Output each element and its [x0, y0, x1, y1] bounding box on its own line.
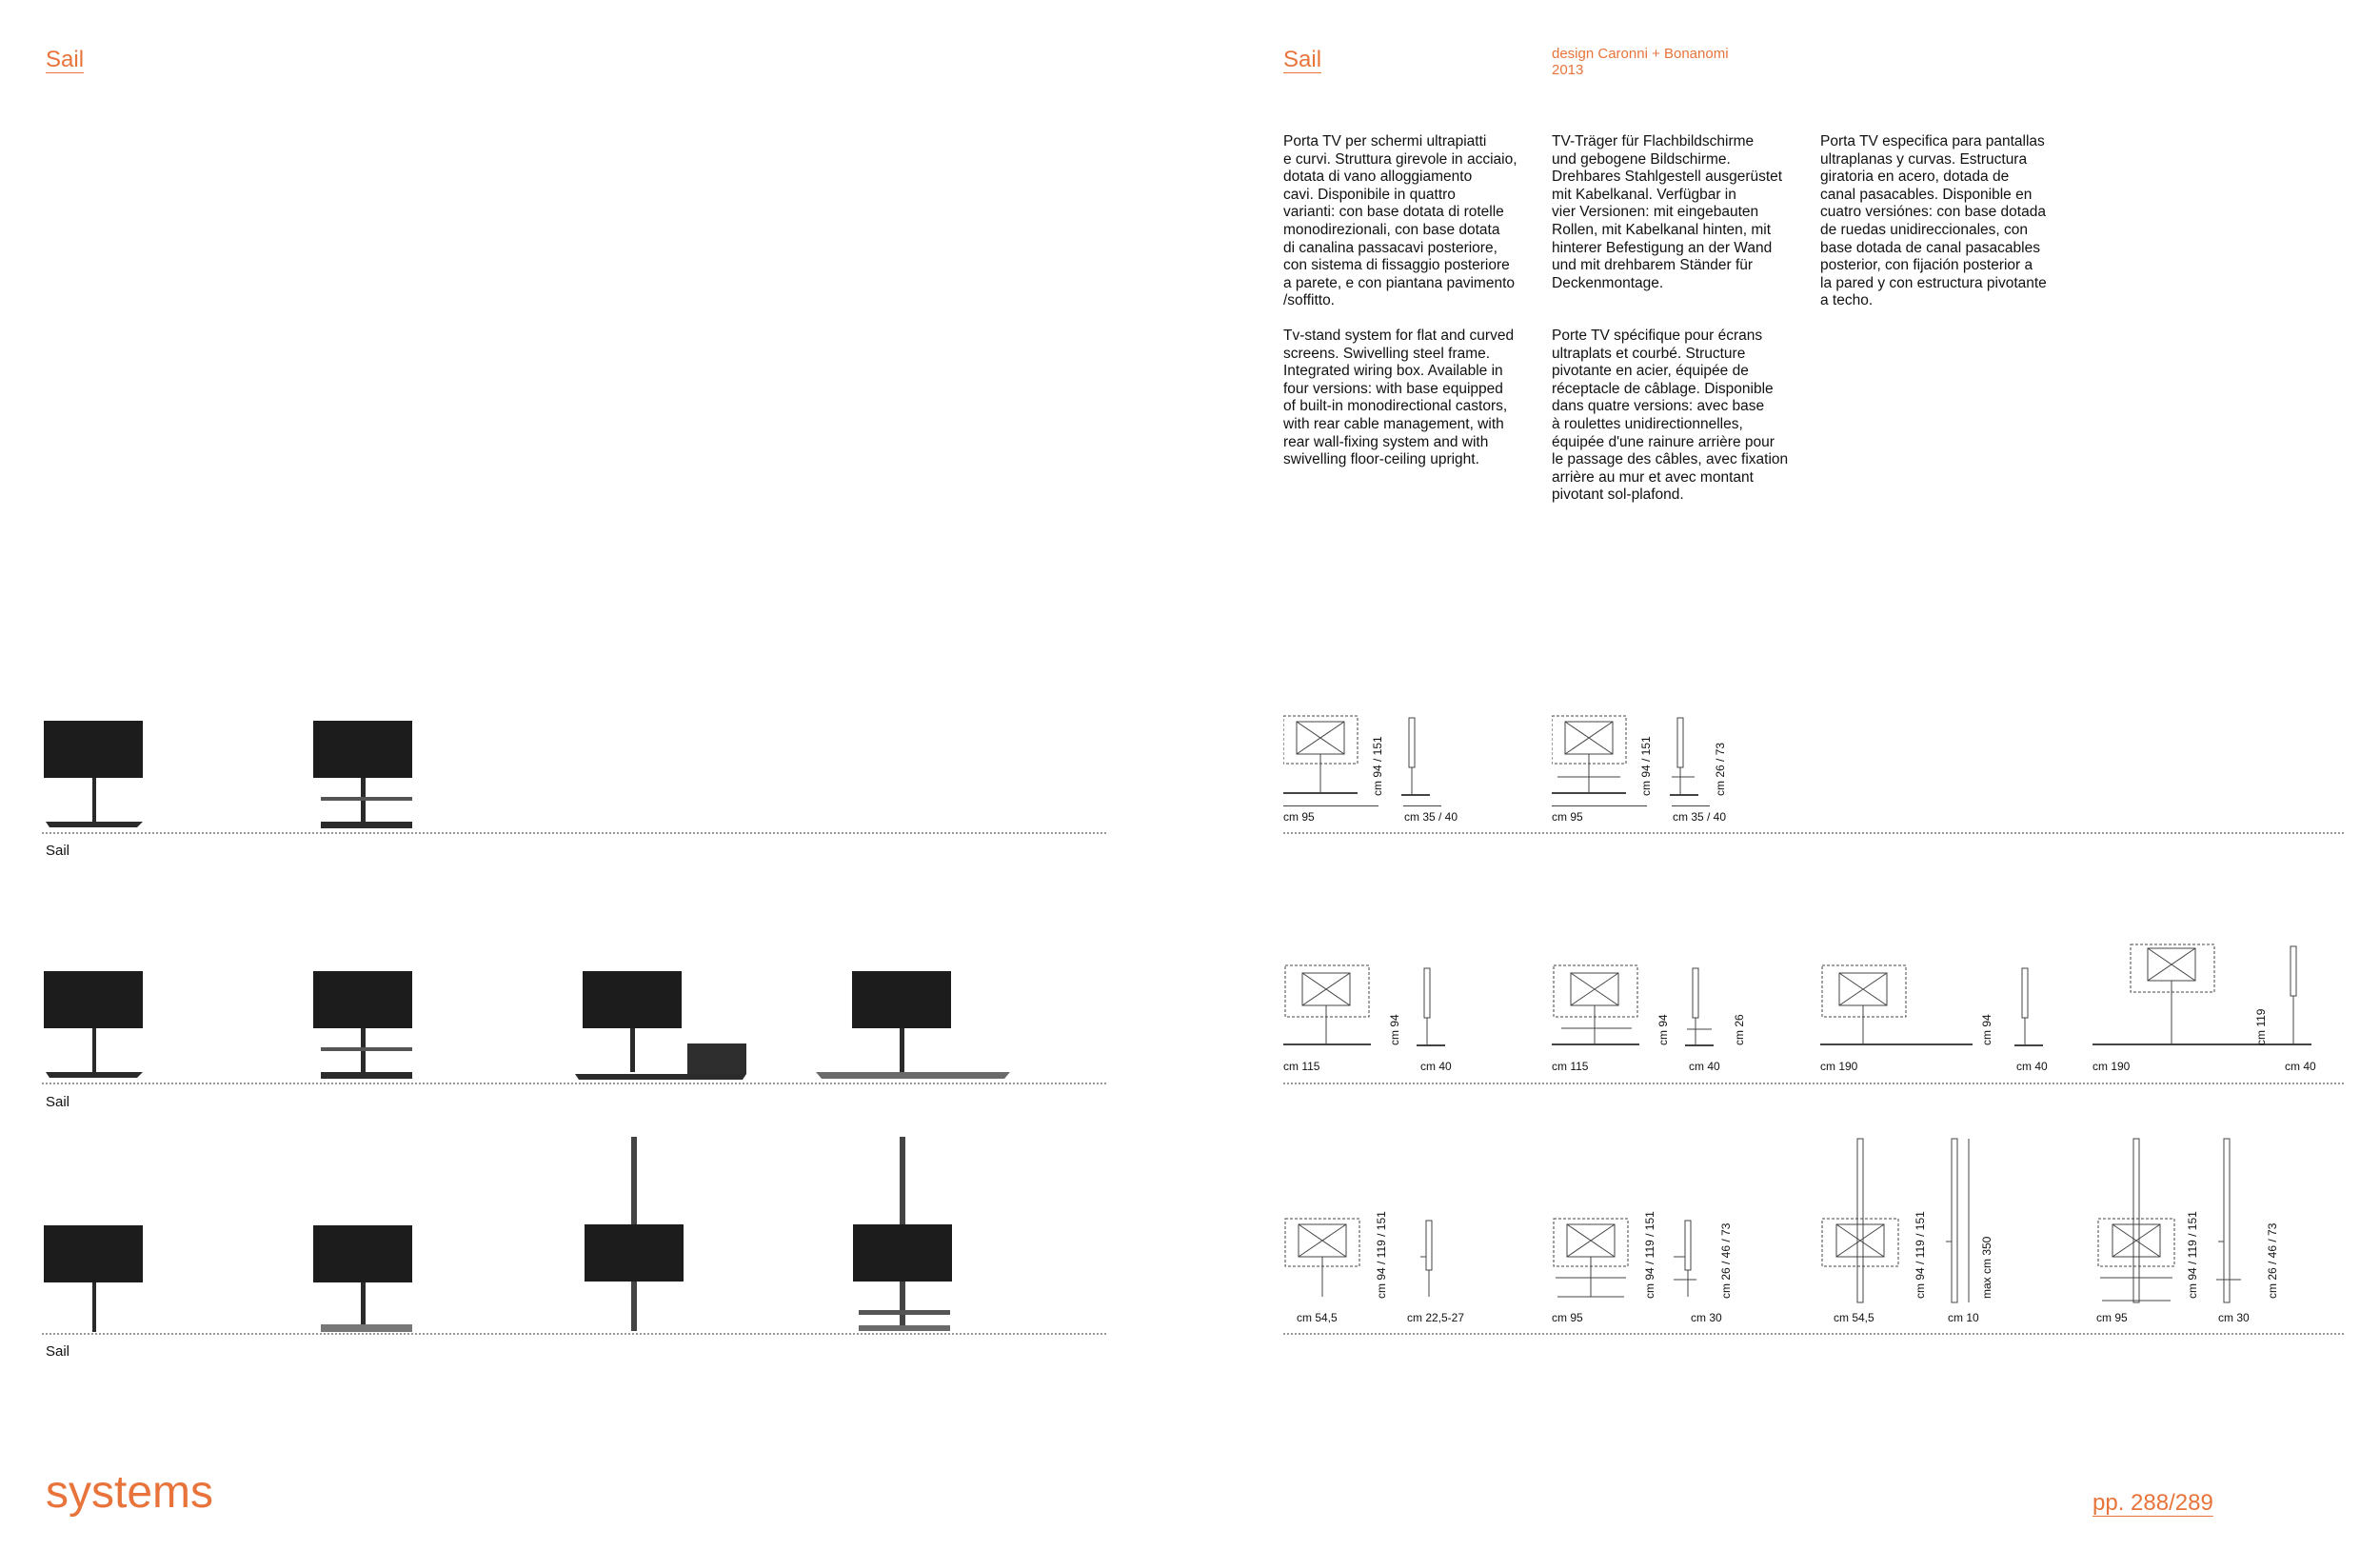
dimension-height: cm 94 / 151 — [1639, 736, 1653, 796]
right-page-title: Sail — [1283, 47, 1322, 72]
technical-drawing-side — [1417, 1219, 1455, 1309]
row-label: Sail — [46, 1343, 70, 1360]
technical-drawing-front — [1283, 714, 1378, 805]
row-divider — [42, 1083, 1106, 1084]
description-french: Porte TV spécifique pour écrans ultraplats et courbé. Structure pivotante en acier, équipée de réceptacle de câblage. Disponible dans quatre versions: avec base à roulettes unidirectionnelles, équipée d'une rainure arrière pour le passage des câbles, avec fixation arrière au mur et avec montant pivotant sol-plafond. — [1552, 328, 1789, 504]
row-divider — [42, 1333, 1106, 1335]
technical-drawing-side — [1942, 1137, 1980, 1309]
product-image-base-stand — [42, 969, 156, 1080]
dimension-line — [1403, 805, 1441, 806]
dimension-width: cm 115 — [1552, 1060, 1589, 1073]
row-divider — [1283, 1333, 2344, 1335]
technical-drawing-side — [1417, 966, 1455, 1057]
dimension-height-secondary: cm 26 — [1733, 1014, 1746, 1045]
product-image-castor-stand — [309, 969, 424, 1080]
dimension-line — [1552, 805, 1647, 806]
technical-drawing-side — [2283, 944, 2321, 1056]
dimension-depth: cm 40 — [2016, 1060, 2048, 1073]
dimension-line — [1672, 805, 1710, 806]
dimension-height: cm 94 / 119 / 151 — [1643, 1211, 1656, 1299]
dimension-height-secondary: max cm 350 — [1980, 1236, 1993, 1299]
dimension-depth: cm 35 / 40 — [1404, 810, 1458, 824]
dimension-height: cm 94 — [1656, 1014, 1670, 1045]
page-numbers-text: pp. 288/289 — [2092, 1490, 2213, 1516]
description-italian: Porta TV per schermi ultrapiatti e curvi. Struttura girevole in acciaio, dotata di vano alloggiamento cavi. Disponibile in quattro varianti: con base dotata di rotelle monodirezionali, con base dotata di canalina passacavi posteriore, con sistema di fissaggio posteriore a parete, e con piantana pavimento /soffitto. — [1283, 133, 1517, 309]
product-image-wide-base-stand — [814, 969, 1014, 1080]
row-divider — [1283, 1083, 2344, 1084]
dimension-depth: cm 30 — [1691, 1311, 1722, 1324]
row-label: Sail — [46, 843, 70, 859]
dimension-height-secondary: cm 26 / 73 — [1714, 742, 1727, 796]
designer-credit — [1552, 46, 1729, 78]
page-numbers — [2092, 1490, 2213, 1517]
technical-drawing-front — [1552, 964, 1647, 1054]
row-divider — [1283, 832, 2344, 834]
dimension-depth: cm 30 — [2218, 1311, 2250, 1324]
technical-drawing-side — [2214, 1137, 2252, 1309]
dimension-depth: cm 10 — [1948, 1311, 1979, 1324]
dimension-height: cm 119 — [2254, 1008, 2268, 1045]
dimension-depth: cm 40 — [1420, 1060, 1452, 1073]
dimension-width: cm 190 — [1820, 1060, 1858, 1073]
technical-drawing-front — [2096, 1137, 2182, 1309]
product-image-floor-ceiling-pole-base — [845, 1135, 979, 1333]
dimension-width: cm 95 — [1283, 810, 1315, 824]
description-spanish: Porta TV especifica para pantallas ultraplanas y curvas. Estructura giratoria en acero, dotada de canal pasacables. Disponible en cuatro versiónes: con base dotada de ruedas unidireccionales, con base dotada de canal pasacables posterior, con fijación posterior a la pared y con estructura pivotante a techo. — [1820, 133, 2047, 309]
technical-drawing-front — [1283, 1217, 1369, 1307]
dimension-depth: cm 40 — [1689, 1060, 1720, 1073]
technical-drawing-front — [1283, 964, 1378, 1054]
technical-drawing-front — [1552, 1217, 1647, 1307]
dimension-width: cm 95 — [2096, 1311, 2128, 1324]
product-image-castor-stand-low — [309, 1223, 424, 1334]
dimension-width: cm 54,5 — [1297, 1311, 1338, 1324]
dimension-width: cm 95 — [1552, 810, 1583, 824]
technical-drawing-side — [1685, 966, 1723, 1057]
technical-drawing-side — [1401, 716, 1439, 806]
dimension-height-secondary: cm 26 / 46 / 73 — [2266, 1222, 2279, 1299]
dimension-height-secondary: cm 26 / 46 / 73 — [1719, 1222, 1733, 1299]
technical-drawing-side — [1670, 716, 1708, 806]
dimension-height: cm 94 — [1980, 1014, 1993, 1045]
designer-name: design Caronni + Bonanomi — [1552, 46, 1729, 62]
product-image-floor-ceiling-pole — [579, 1135, 693, 1333]
design-year: 2013 — [1552, 62, 1584, 78]
dimension-width: cm 190 — [2092, 1060, 2131, 1073]
technical-drawing-front — [1820, 1137, 1906, 1309]
category-label: systems — [46, 1467, 214, 1518]
dimension-height: cm 94 — [1388, 1014, 1401, 1045]
dimension-width: cm 95 — [1552, 1311, 1583, 1324]
product-image-base-stand — [42, 719, 156, 829]
dimension-depth: cm 40 — [2285, 1060, 2316, 1073]
product-image-wall-stand — [42, 1223, 156, 1334]
technical-drawing-side — [1672, 1219, 1710, 1309]
technical-drawing-side — [2014, 966, 2053, 1057]
dimension-depth: cm 22,5-27 — [1407, 1311, 1465, 1324]
dimension-height: cm 94 / 119 / 151 — [1375, 1211, 1388, 1299]
product-image-castor-stand — [309, 719, 424, 829]
row-label: Sail — [46, 1094, 70, 1110]
dimension-depth: cm 35 / 40 — [1673, 810, 1727, 824]
left-page-title: Sail — [46, 47, 85, 72]
technical-drawing-front — [1552, 714, 1647, 805]
technical-drawing-front — [1820, 964, 2001, 1054]
row-divider — [42, 832, 1106, 834]
dimension-line — [1283, 805, 1378, 806]
dimension-width: cm 115 — [1283, 1060, 1320, 1073]
dimension-height: cm 94 / 119 / 151 — [2186, 1211, 2199, 1299]
dimension-width: cm 54,5 — [1834, 1311, 1874, 1324]
dimension-height: cm 94 / 151 — [1371, 736, 1384, 796]
description-german: TV-Träger für Flachbildschirme und gebogene Bildschirme. Drehbares Stahlgestell ausgerüstet mit Kabelkanal. Verfügbar in vier Versionen: mit eingebauten Rollen, mit Kabelkanal hinten, mit hinterer Befestigung an der Wand und mit drehbarem Ständer für Deckenmontage. — [1552, 133, 1783, 291]
product-image-box-stand — [573, 969, 764, 1080]
dimension-height: cm 94 / 119 / 151 — [1914, 1211, 1927, 1299]
description-english: Tv-stand system for flat and curved screens. Swivelling steel frame. Integrated wiring box. Available in four versions: with base equipped of built-in monodirectional castors, with rear cable management, with rear wall-fixing system and with swivelling floor-ceiling upright. — [1283, 328, 1515, 468]
